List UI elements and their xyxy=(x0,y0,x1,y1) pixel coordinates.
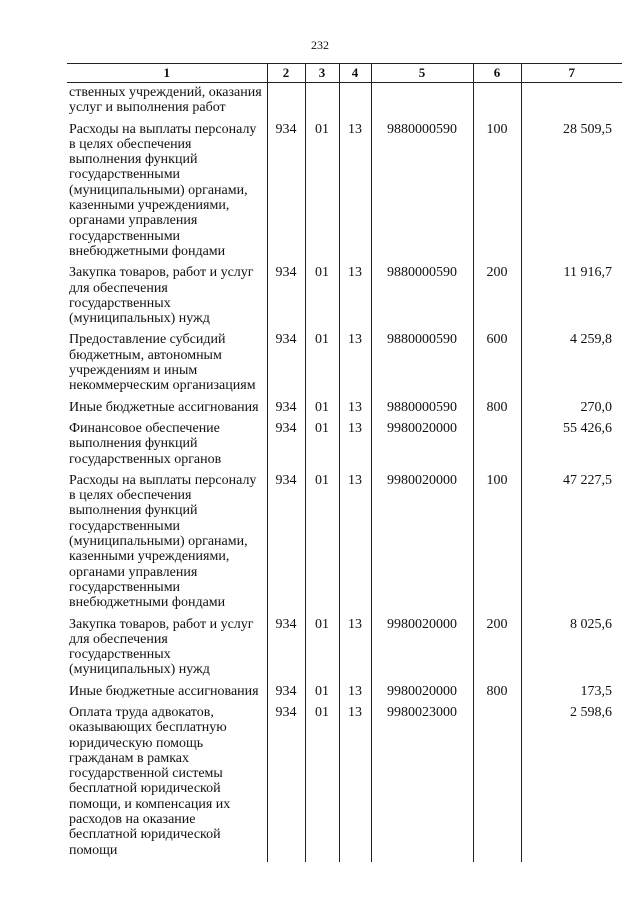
amount: 47 227,5 xyxy=(521,471,622,615)
department-code: 934 xyxy=(267,682,305,703)
budget-table xyxy=(67,63,622,862)
amount: 11 916,7 xyxy=(521,263,622,330)
amount: 28 509,5 xyxy=(521,120,622,264)
expense-type-code: 600 xyxy=(473,330,521,397)
table-row xyxy=(67,471,622,615)
target-article-code: 9980020000 xyxy=(371,471,473,615)
section-code: 01 xyxy=(305,682,339,703)
column-header: 7 xyxy=(521,64,622,83)
expense-type-code: 200 xyxy=(473,263,521,330)
section-code: 01 xyxy=(305,703,339,862)
expense-type-code: 200 xyxy=(473,615,521,682)
row-description: Расходы на выплаты персоналу в целях обеспечения выполнения функций государственными (муниципальными) органами, казенными учреждениями, органами управления государственными внебюджетными фондами xyxy=(69,121,257,259)
column-header: 6 xyxy=(473,64,521,83)
column-header: 1 xyxy=(67,64,267,83)
subsection-code: 13 xyxy=(339,682,371,703)
table-row xyxy=(67,419,622,471)
table-row xyxy=(67,398,622,419)
section-code: 01 xyxy=(305,263,339,330)
amount: 270,0 xyxy=(521,398,622,419)
department-code xyxy=(267,83,305,120)
department-code: 934 xyxy=(267,398,305,419)
subsection-code: 13 xyxy=(339,615,371,682)
table-row xyxy=(67,120,622,264)
expense-type-code xyxy=(473,83,521,120)
target-article-code: 9980020000 xyxy=(371,615,473,682)
target-article-code: 9880000590 xyxy=(371,120,473,264)
row-description: ственных учреждений, оказания услуг и выполнения работ xyxy=(69,85,262,116)
table-row xyxy=(67,330,622,397)
row-description: Расходы на выплаты персоналу в целях обеспечения выполнения функций государственными (муниципальными) органами, казенными учреждениями, органами управления государственными внебюджетными фондами xyxy=(69,472,257,611)
expense-type-code: 800 xyxy=(473,682,521,703)
subsection-code xyxy=(339,83,371,120)
row-description: Иные бюджетные ассигнования xyxy=(69,399,259,415)
column-header: 2 xyxy=(267,64,305,83)
amount: 2 598,6 xyxy=(521,703,622,862)
expense-type-code xyxy=(473,703,521,862)
target-article-code xyxy=(371,83,473,120)
subsection-code: 13 xyxy=(339,703,371,862)
amount: 4 259,8 xyxy=(521,330,622,397)
subsection-code: 13 xyxy=(339,419,371,471)
expense-type-code xyxy=(473,419,521,471)
section-code: 01 xyxy=(305,615,339,682)
target-article-code: 9980023000 xyxy=(371,703,473,862)
section-code xyxy=(305,83,339,120)
column-header: 4 xyxy=(339,64,371,83)
target-article-code: 9880000590 xyxy=(371,330,473,397)
department-code: 934 xyxy=(267,330,305,397)
target-article-code: 9880000590 xyxy=(371,263,473,330)
page-number: 232 xyxy=(311,38,329,52)
department-code: 934 xyxy=(267,703,305,862)
row-description: Закупка товаров, работ и услуг для обеспечения государственных (муниципальных) нужд xyxy=(69,265,254,327)
table-row xyxy=(67,263,622,330)
subsection-code: 13 xyxy=(339,263,371,330)
column-header: 3 xyxy=(305,64,339,83)
department-code: 934 xyxy=(267,471,305,615)
table-header-row xyxy=(67,64,622,83)
section-code: 01 xyxy=(305,419,339,471)
expense-type-code: 800 xyxy=(473,398,521,419)
subsection-code: 13 xyxy=(339,398,371,419)
amount: 173,5 xyxy=(521,682,622,703)
expense-type-code: 100 xyxy=(473,471,521,615)
expense-type-code: 100 xyxy=(473,120,521,264)
section-code: 01 xyxy=(305,398,339,419)
subsection-code: 13 xyxy=(339,471,371,615)
department-code: 934 xyxy=(267,120,305,264)
column-header: 5 xyxy=(371,64,473,83)
subsection-code: 13 xyxy=(339,120,371,264)
row-description: Финансовое обеспечение выполнения функций государственных органов xyxy=(69,420,222,467)
amount xyxy=(521,83,622,120)
row-description: Иные бюджетные ассигнования xyxy=(69,683,259,699)
table-row xyxy=(67,703,622,862)
department-code: 934 xyxy=(267,419,305,471)
amount: 55 426,6 xyxy=(521,419,622,471)
target-article-code: 9980020000 xyxy=(371,419,473,471)
target-article-code: 9980020000 xyxy=(371,682,473,703)
amount: 8 025,6 xyxy=(521,615,622,682)
row-description: Закупка товаров, работ и услуг для обеспечения государственных (муниципальных) нужд xyxy=(69,616,254,678)
section-code: 01 xyxy=(305,471,339,615)
department-code: 934 xyxy=(267,263,305,330)
table-row xyxy=(67,615,622,682)
table-row xyxy=(67,682,622,703)
department-code: 934 xyxy=(267,615,305,682)
row-description: Предоставление субсидий бюджетным, автономным учреждениям и иным некоммерческим организациям xyxy=(69,332,256,394)
section-code: 01 xyxy=(305,120,339,264)
subsection-code: 13 xyxy=(339,330,371,397)
row-description: Оплата труда адвокатов, оказывающих бесплатную юридическую помощь гражданам в рамках государственной системы бесплатной юридической помощи, и компенсация их расходов на оказание бесплатной юридической помощи xyxy=(69,704,231,858)
target-article-code: 9880000590 xyxy=(371,398,473,419)
section-code: 01 xyxy=(305,330,339,397)
table-row xyxy=(67,83,622,120)
